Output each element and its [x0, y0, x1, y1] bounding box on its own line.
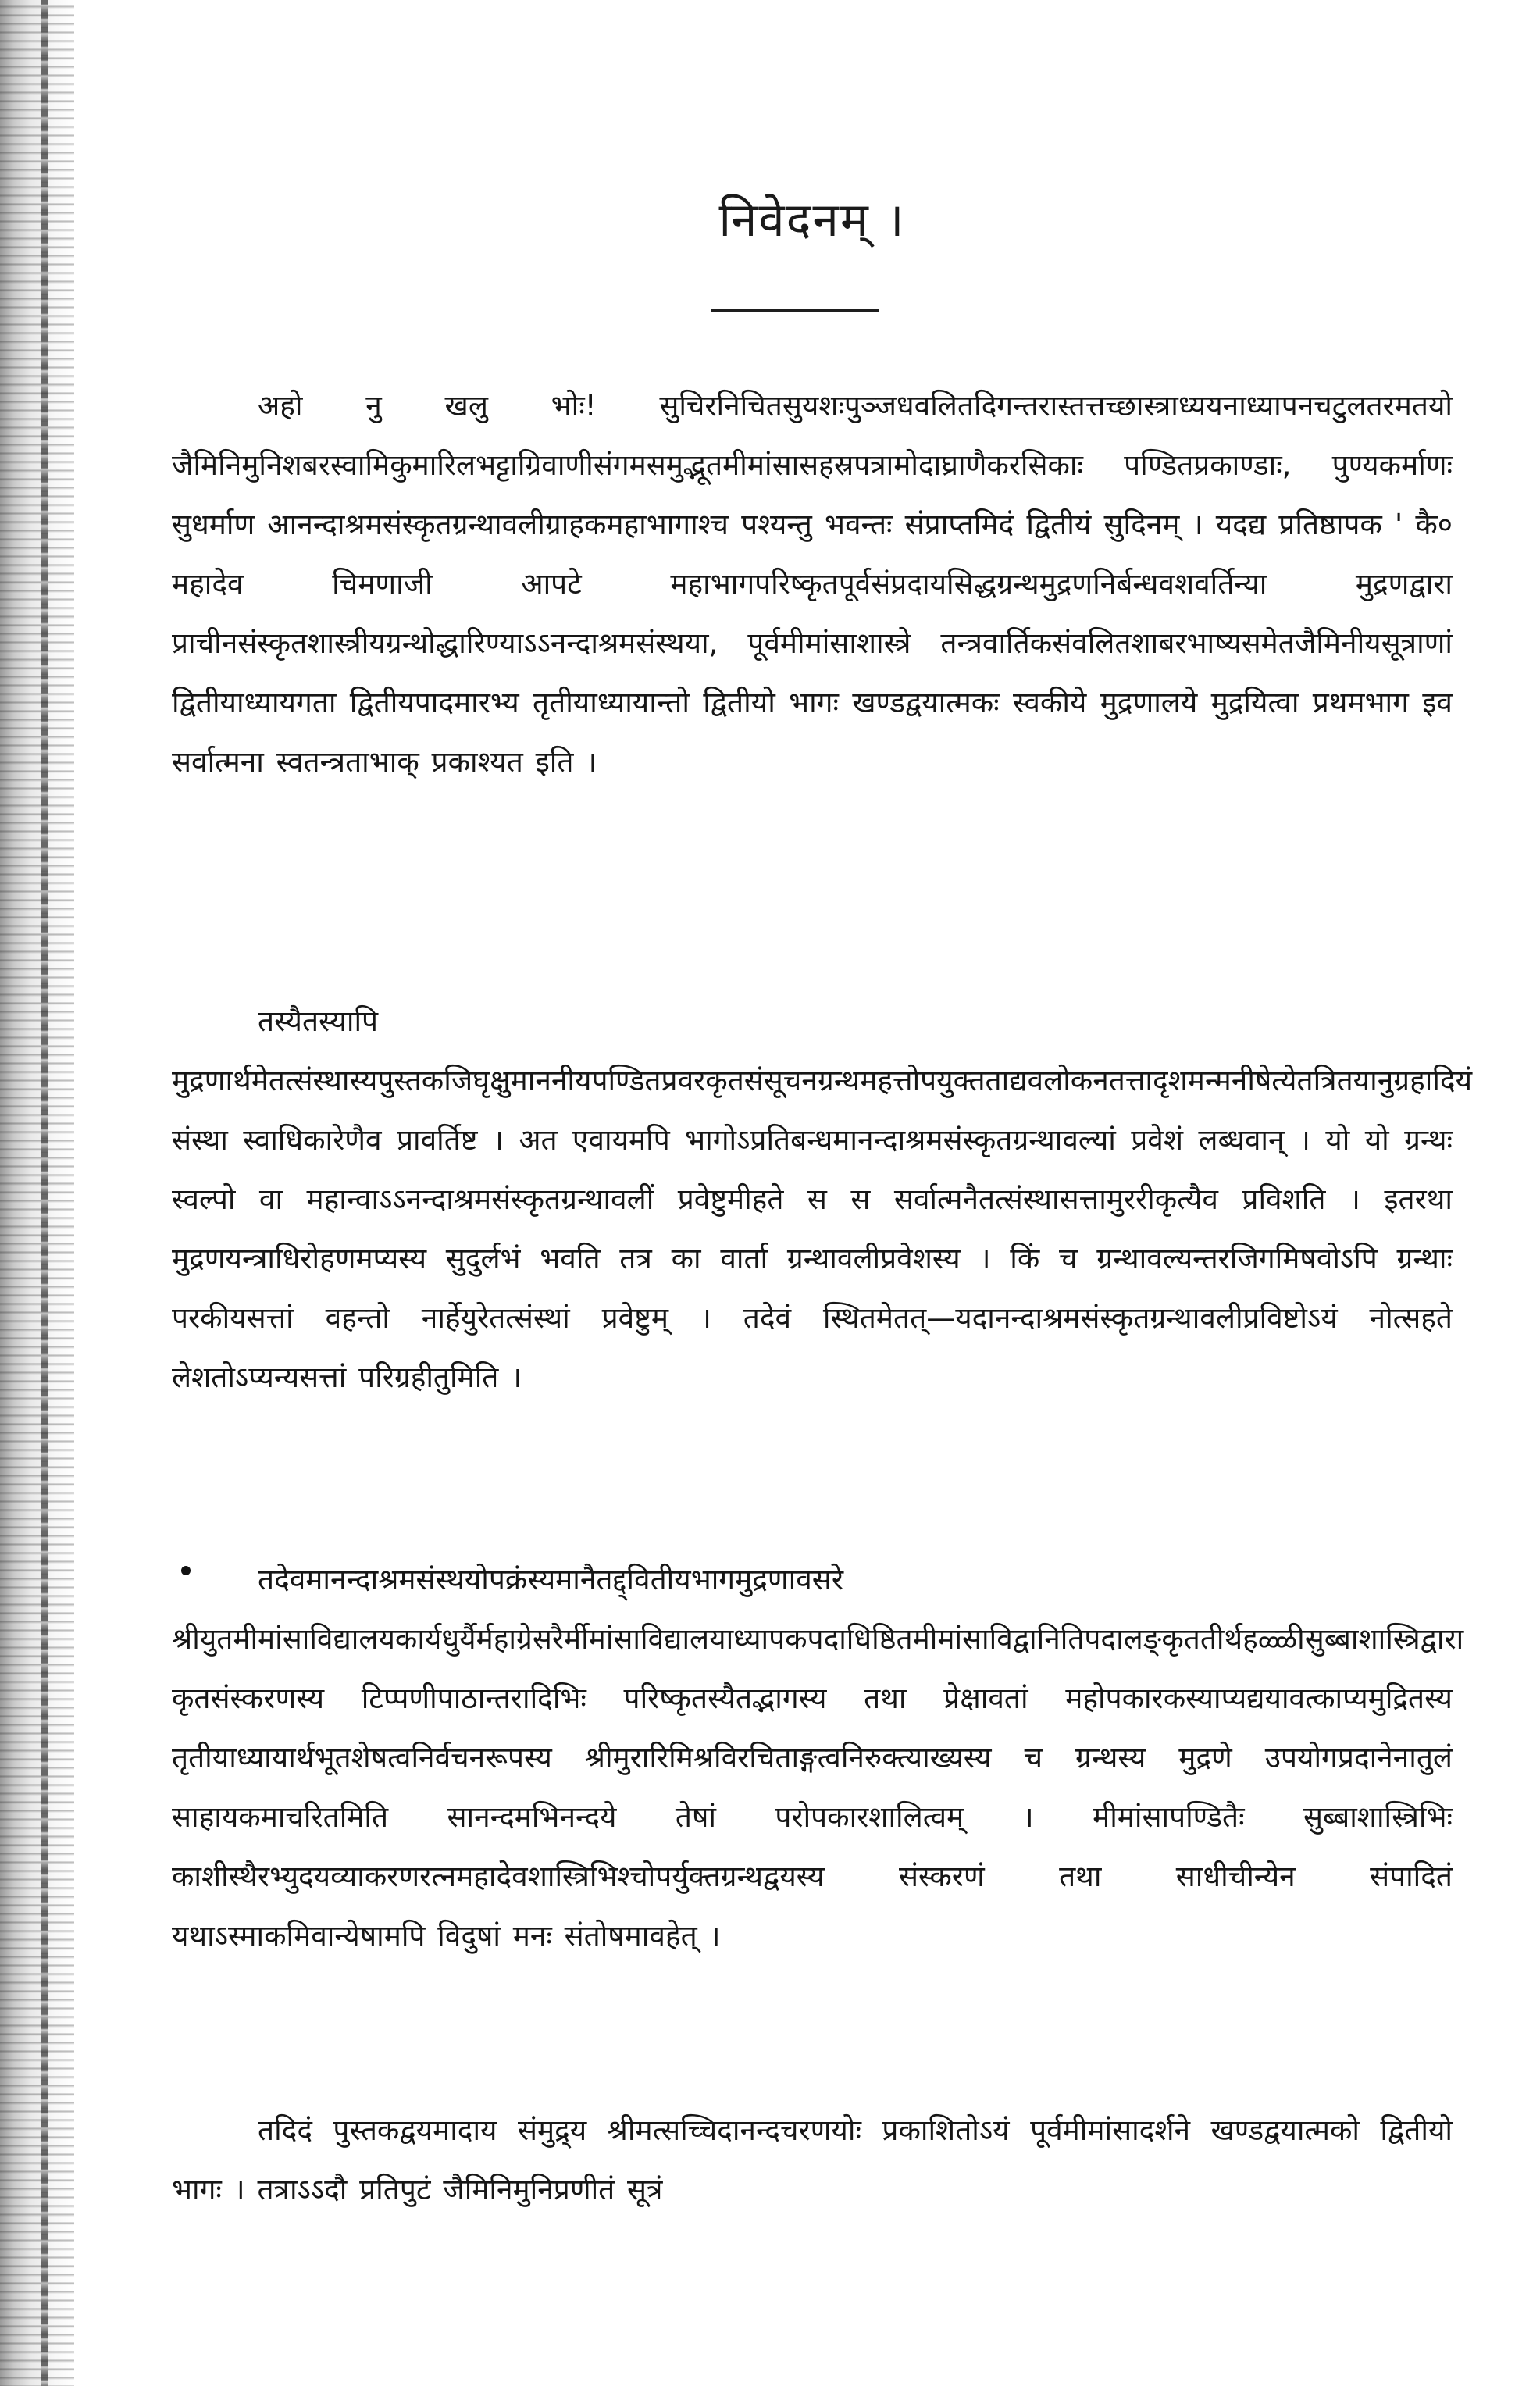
margin-dot-mark — [181, 1566, 191, 1575]
title-divider — [711, 309, 879, 312]
paragraph-3: तदेवमानन्दाश्रमसंस्थयोपक्रंस्यमानैतद्द्वितीयभागमुद्रणावसरे श्रीयुतमीमांसाविद्यालयकार्यधुर्यैर्महाग्रेसरैर्मीमांसाविद्यालयाध्यापकपदाधिष्ठितमीमांसाविद्वानितिपदालङ्कृततीर्थहळ्ळीसुब्बाशास्त्रिद्वारा कृतसंस्करणस्य टिप्पणीपाठान्तरादिभिः परिष्कृतस्यैतद्भागस्य तथा प्रेक्षावतां महोपकारकस्याप्यद्ययावत्काप्यमुद्रितस्य तृतीयाध्यायार्थभूतशेषत्वनिर्वचनरूपस्य श्रीमुरारिमिश्रविरचिताङ्गत्वनिरुक्त्याख्यस्य च ग्रन्थस्य मुद्रणे उपयोगप्रदानेनातुलं साहायकमाचरितमिति सानन्दमभिनन्दये तेषां परोपकारशालित्वम् । मीमांसापण्डितैः सुब्बाशास्त्रिभिः काशीस्थैरभ्युदयव्याकरणरत्नमहादेवशास्त्रिभिश्चोपर्युक्तग्रन्थद्वयस्य संस्करणं तथा साधीचीन्येन संपादितं यथाऽस्माकमिवान्येषामपि विदुषां मनः संतोषमावहेत् । — [172, 1563, 1464, 1953]
scan-binding-edge — [0, 0, 74, 2386]
paragraph-2: तस्यैतस्यापि मुद्रणार्थमेतत्संस्थास्यपुस्तकजिघृक्षुमाननीयपण्डितप्रवरकृतसंसूचनग्रन्थमहत्तोपयुक्तताद्यवलोकनतत्तादृशमन्मनीषेत्येतत्रितयानुग्रहादियं संस्था स्वाधिकारेणैव प्रावर्तिष्ट । अत एवायमपि भागोऽप्रतिबन्धमानन्दाश्रमसंस्कृतग्रन्थावल्यां प्रवेशं लब्धवान् । यो यो ग्रन्थः स्वल्पो वा महान्वाऽऽनन्दाश्रमसंस्कृतग्रन्थावलीं प्रवेष्टुमीहते स स सर्वात्मनैतत्संस्थासत्तामुररीकृत्यैव प्रविशति । इतरथा मुद्रणयन्त्राधिरोहणमप्यस्य सुदुर्लभं भवति तत्र का वार्ता ग्रन्थावलीप्रवेशस्य । किं च ग्रन्थावल्यन्तरजिगमिषवोऽपि ग्रन्थाः परकीयसत्तां वहन्तो नार्हेयुरेतत्संस्थां प्रवेष्टुम् । तदेवं स्थितमेतत्—यदानन्दाश्रमसंस्कृतग्रन्थावलीप्रविष्टोऽयं नोत्सहते लेशतोऽप्यन्यसत्तां परिग्रहीतुमिति । — [172, 1004, 1473, 1394]
paragraph-4: तदिदं पुस्तकद्वयमादाय संमुद्र्य श्रीमत्सच्चिदानन्दचरणयोः प्रकाशितोऽयं पूर्वमीमांसादर्शने खण्डद्वयात्मको द्वितीयो भागः । तत्राऽऽदौ प्रतिपुटं जैमिनिमुनिप्रणीतं सूत्रं — [172, 2113, 1453, 2206]
paragraph-1: अहो नु खलु भोः! सुचिरनिचितसुयशःपुञ्जधवलितदिगन्तरास्तत्तच्छास्त्राध्ययनाध्यापनचटुलतरमतयो जैमिनिमुनिशबरस्वामिकुमारिलभट्टाग्रिवाणीसंगमसमुद्भूतमीमांसासहस्रपत्रामोदाघ्राणैकरसिकाः पण्डितप्रकाण्डाः, पुण्यकर्माणः सुधर्माण आनन्दाश्रमसंस्कृतग्रन्थावलीग्राहकमहाभागाश्च पश्यन्तु भवन्तः संप्राप्तमिदं द्वितीयं सुदिनम् । यदद्य प्रतिष्ठापक ' कै० महादेव चिमणाजी आपटे महाभागपरिष्कृतपूर्वसंप्रदायसिद्धग्रन्थमुद्रणनिर्बन्धवशवर्तिन्या मुद्रणद्वारा प्राचीनसंस्कृतशास्त्रीयग्रन्थोद्धारिण्याऽऽनन्दाश्रमसंस्थया, पूर्वमीमांसाशास्त्रे तन्त्रवार्तिकसंवलितशाबरभाष्यसमेतजैमिनीयसूत्राणां द्वितीयाध्यायगता द्वितीयपादमारभ्य तृतीयाध्यायान्तो द्वितीयो भागः खण्डद्वयात्मकः स्वकीये मुद्रणालये मुद्रयित्वा प्रथमभाग इव सर्वात्मना स्वतन्त्रताभाक् प्रकाश्यत इति । — [172, 389, 1453, 779]
page-title: निवेदनम् । — [718, 193, 906, 248]
document-page — [172, 0, 1473, 2386]
